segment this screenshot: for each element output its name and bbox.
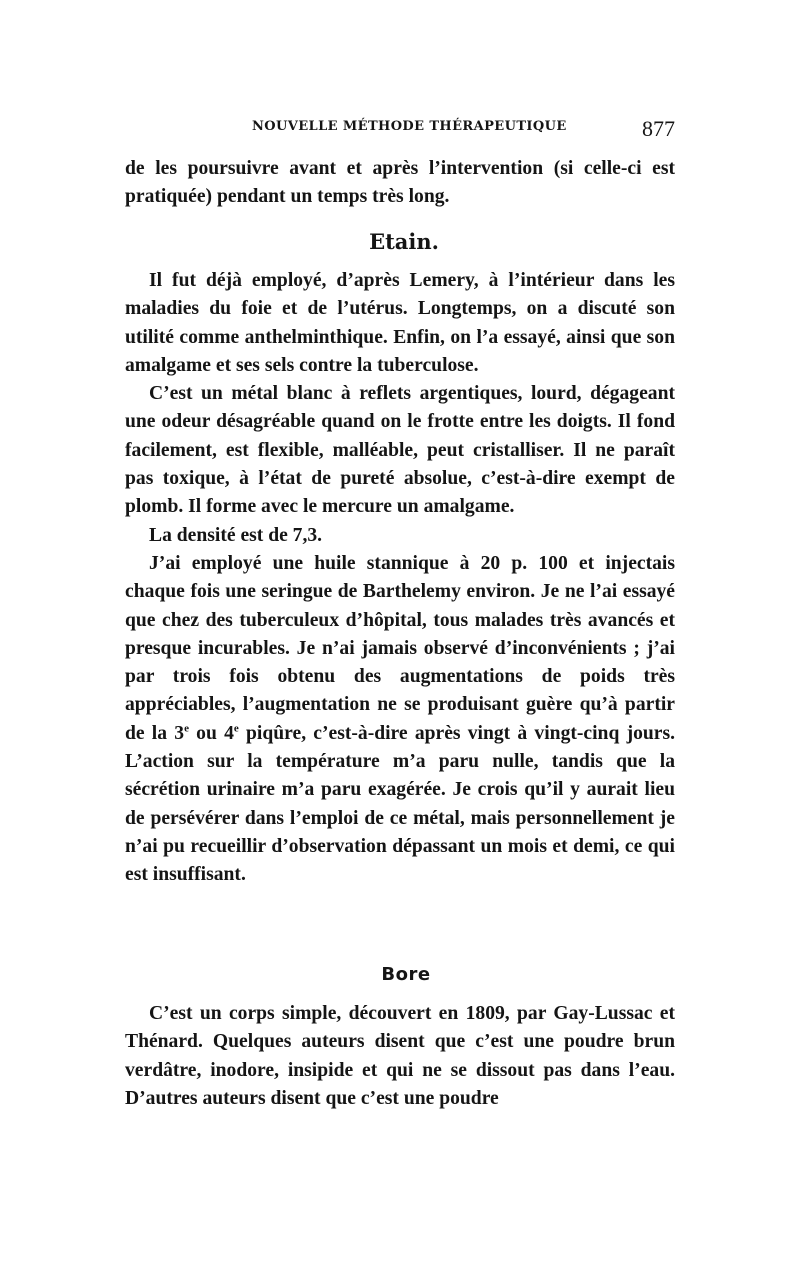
etain-section-body xyxy=(125,267,675,890)
etain-paragraph-properties: C’est un métal blanc à reflets argentiques, lourd, dégageant une odeur désagréable quand on le frotte entre les doigts. Il fond facilement, est flexible, malléable, peut cristalliser. Il ne paraît pas toxique, à l’état de pureté absolue, c’est-à-dire exempt de plomb. Il forme avec le mercure un amalgame. xyxy=(125,383,675,518)
running-header xyxy=(125,116,675,142)
bore-paragraph: C’est un corps simple, découvert en 1809, par Gay-Lussac et Thénard. Quelques auteurs disent que c’est une poudre brun verdâtre, inodore, insipide et qui ne se dissout pas dans l’eau. D’autres auteurs disent que c’est une poudre xyxy=(125,1003,675,1109)
experience-text-part-1: J’ai employé une huile stannique à 20 p. 100 et injectais chaque fois une seringue de Barthelemy environ. Je ne l’ai essayé que chez des tuberculeux d’hôpital, tous malades très avancés et presque incurables. Je n’ai jamais observé d’inconvénients ; j’ai par trois fois obtenu des augmentations de poids très appréciables, l’augmentation ne se produisant guère qu’à partir de la 3 xyxy=(125,552,675,744)
experience-text-part-3: piqûre, c’est-à-dire après vingt à vingt-cinq jours. L’action sur la température m’a paru nulle, tandis que la sécrétion urinaire m’a paru exagérée. Je crois qu’il y aurait lieu de persévérer dans l’emploi de ce métal, mais personnellement je n’ai pu recueillir d’observation dépassant un mois et demi, ce qui est insuffisant. xyxy=(125,722,676,886)
ordinal-superscript-4: e xyxy=(233,722,239,735)
section-heading-bore: Bore xyxy=(381,964,431,985)
running-title: NOUVELLE MÉTHODE THÉRAPEUTIQUE xyxy=(252,119,567,134)
etain-paragraph-history: Il fut déjà employé, d’après Lemery, à l’intérieur dans les maladies du foie et de l’utérus. Longtemps, on a discuté son utilité comme anthelminthique. Enfin, on l’a essayé, ainsi que son amalgame et ses sels contre la tuberculose. xyxy=(125,270,675,376)
experience-text-part-2: ou 4 xyxy=(188,722,234,744)
page-number: 877 xyxy=(642,116,675,141)
etain-paragraph-experience xyxy=(125,550,675,890)
intro-paragraph: de les poursuivre avant et après l’intervention (si celle-ci est pratiquée) pendant un temps très long. xyxy=(125,158,675,208)
etain-paragraph-density: La densité est de 7,3. xyxy=(149,524,323,546)
ordinal-superscript-3: e xyxy=(184,722,189,735)
section-heading-etain: Etain. xyxy=(369,229,439,254)
